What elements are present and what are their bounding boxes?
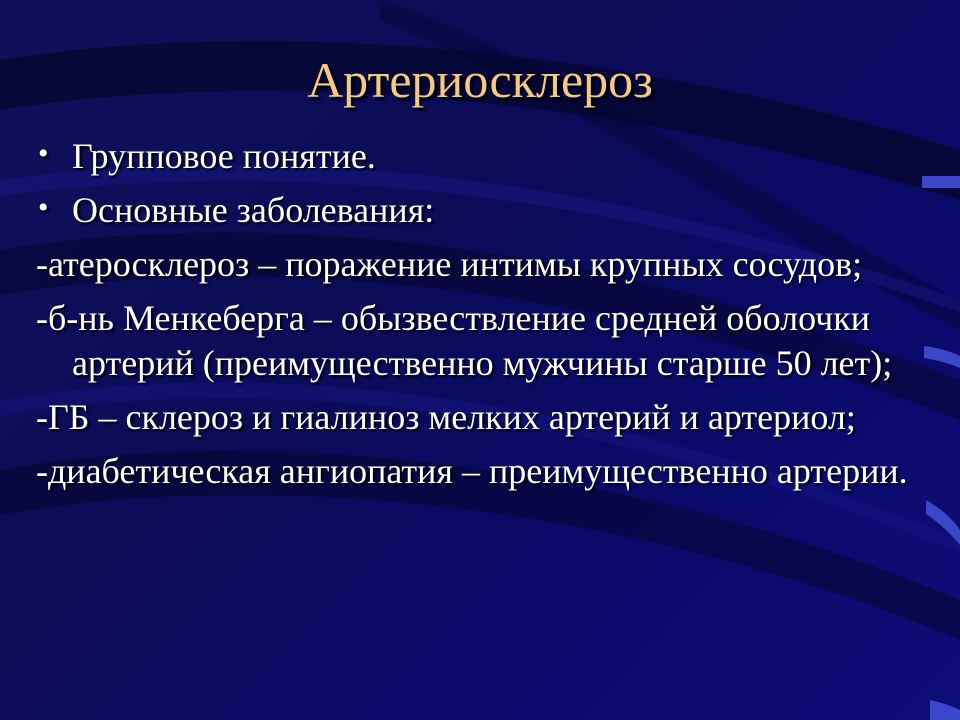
disease-item: -диабетическая ангиопатия – преимущественно артерии. bbox=[36, 451, 908, 491]
bullet-text: Групповое понятие. bbox=[72, 136, 376, 176]
disease-item: -ГБ – склероз и гиалиноз мелких артерий и артериол; bbox=[36, 397, 856, 437]
slide-title: Артериосклероз bbox=[307, 52, 653, 108]
bullet-item bbox=[36, 134, 926, 179]
disease-item: -б-нь Менкеберга – обызвествление средней оболочки артерий (преимущественно мужчины старше 50 лет); bbox=[36, 298, 893, 383]
slide-content bbox=[36, 134, 926, 503]
bullet-item bbox=[36, 188, 926, 233]
bullet-dot-icon: • bbox=[38, 137, 49, 170]
accent-mark-1 bbox=[922, 176, 960, 188]
disease-item: -атеросклероз – поражение интимы крупных сосудов; bbox=[36, 244, 863, 284]
bullet-dot-icon: • bbox=[38, 191, 49, 224]
accent-mark-4 bbox=[930, 700, 960, 720]
bullet-text: Основные заболевания: bbox=[72, 190, 435, 230]
accent-mark-2 bbox=[924, 346, 960, 368]
